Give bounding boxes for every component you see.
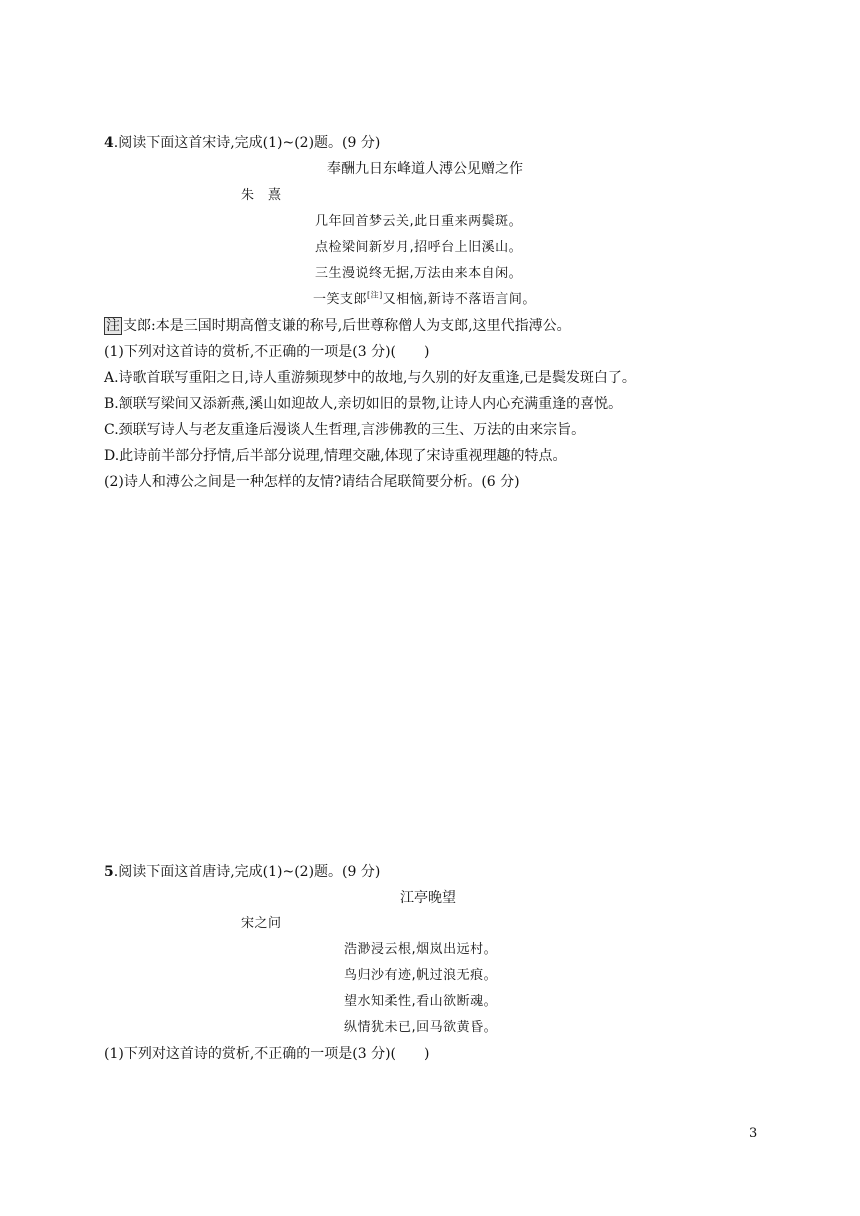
q4-sub2: (2)诗人和溥公之间是一种怎样的友情?请结合尾联简要分析。(6 分)	[104, 474, 520, 490]
q4-sub1: (1)下列对这首诗的赏析,不正确的一项是(3 分)( )	[104, 344, 430, 360]
q4-poem-line-4	[313, 290, 536, 310]
q4-poem-line-1: 几年回首梦云关,此日重来两鬓斑。	[315, 214, 523, 229]
q4-poem-title: 奉酬九日东峰道人溥公见赠之作	[327, 161, 523, 177]
q5-sub1: (1)下列对这首诗的赏析,不正确的一项是(3 分)( )	[104, 1046, 430, 1062]
q5-poem-line-4: 纵情犹未已,回马欲黄昏。	[344, 1020, 498, 1035]
q5-number: 5	[104, 864, 114, 880]
page-number: 3	[749, 1126, 758, 1141]
q4-poem-line-3: 三生漫说终无据,万法由来本自闲。	[315, 266, 523, 281]
q5-poem-line-1: 浩渺浸云根,烟岚出远村。	[344, 942, 498, 957]
q5-poem-title: 江亭晚望	[400, 890, 456, 906]
q4-note-text: 支郎:本是三国时期高僧支谦的称号,后世尊称僧人为支郎,这里代指溥公。	[123, 318, 571, 334]
q5-poem-line-3: 望水知柔性,看山欲断魂。	[344, 994, 498, 1009]
q4-poem-line-2: 点检梁间新岁月,招呼台上旧溪山。	[315, 240, 523, 255]
q5-stem-text: .阅读下面这首唐诗,完成(1)~(2)题。(9 分)	[113, 864, 381, 880]
q4-number: 4	[104, 135, 114, 151]
q5-stem	[104, 862, 380, 882]
q4-stem-text: .阅读下面这首宋诗,完成(1)~(2)题。(9 分)	[113, 135, 381, 151]
q4-option-a: A.诗歌首联写重阳之日,诗人重游频现梦中的故地,与久别的好友重逢,已是鬓发斑白了。	[104, 370, 636, 386]
q4-option-b: B.颔联写梁间又添新燕,溪山如迎故人,亲切如旧的景物,让诗人内心充满重逢的喜悦。	[104, 396, 623, 412]
q4-stem	[104, 133, 380, 153]
q4-note-marker: [注]	[367, 290, 383, 300]
q4-note	[104, 316, 571, 336]
q5-poem-line-2: 鸟归沙有迹,帆过浪无痕。	[344, 968, 498, 983]
q4-option-d: D.此诗前半部分抒情,后半部分说理,情理交融,体现了宋诗重视理趣的特点。	[104, 448, 567, 464]
q4-poem-author: 朱 熹	[241, 188, 282, 203]
q5-poem-author: 宋之问	[241, 916, 282, 931]
q4-poem-line-4-part-b: 又相恼,新诗不落语言间。	[382, 292, 536, 307]
note-label-box: 注	[106, 318, 120, 334]
q4-poem-line-4-part-a: 一笑支郎	[313, 292, 368, 307]
q4-option-c: C.颈联写诗人与老友重逢后漫谈人生哲理,言涉佛教的三生、万法的由来宗旨。	[104, 422, 586, 438]
